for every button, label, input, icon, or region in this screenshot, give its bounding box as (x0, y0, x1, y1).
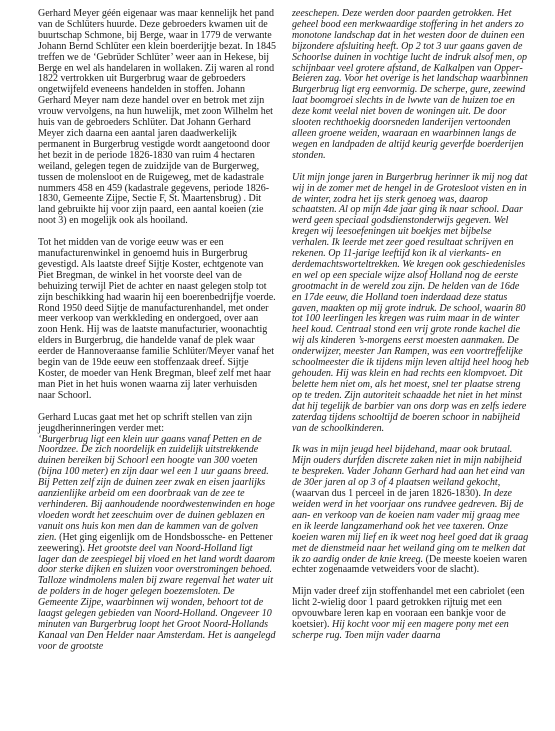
paragraph-landscape: zeeschepen. Deze werden door paarden getrokken. Het geheel bood een merkwaardige stoffering in het anders zo monotone landschap dat in het westen door de duinen een bijzondere afsluiting heeft. Op 2 tot 3 uur gaans gaven de Schoorlse duinen in vochtige lucht de indruk alsof men, op schijnbaar veel grotere afstand, de Kalkalpen van Opper-Beieren zag. Voor het overige is het landschap waarbinnen Burgerbrug ligt erg eenvormig. De scherpe, gure, zeewind laat boomgroei slechts in de lwwte van de huizen toe en deze komt veelal niet boven de woningen uit. De door slooten rechthoekig doorsneden landerijen vertoonden alleen groene weiden, waaraan en waarbinnen langs de wegen en landpaden de altijd keurig geverfde boerderijen stonden. (292, 8, 528, 161)
cattle-note-2: (De meeste koeien waren echter zogenaamde vetweiders voor de slacht). (292, 553, 528, 576)
paragraph-lucas-memoir (38, 413, 276, 653)
memoir-intro: Gerhard Lucas gaat met het op schrift stellen van zijn jeugdherinneringen verder met: (38, 411, 253, 434)
right-column (292, 9, 530, 653)
paragraph-cabriolet (292, 587, 530, 642)
paragraph-meyer-schluter: Gerhard Meyer géén eigenaar was maar kennelijk het pand van de Schlüters huurde. Deze gebroeders kwamen uit de buurtschap Schmone, bij Berge, waar in 1779 de verwante Johann Bernd Schlüter een klein boerderijtje bezat. In 1845 treffen we de ‘Gebrüder Schlüter’ weer aan in Hekese, bij Berge en wel als handelaren in wollaken. Zij waren al rond 1822 vertrokken uit Burgerbrug waar de gebroeders ongetwijfeld eveneens handelden in stoffen. Johann Gerhard Meyer nam deze handel over en betrok met zijn vrouw vervolgens, na hun huwelijk, met zoon Wilhelm het huis van de gebroeders Schlüter. Dat Johann Gerhard Meyer zich daarna een aantal jaren daadwerkelijk permanent in Burgerbrug vestigde wordt aangetoond door het bezit in de periode 1826-1830 van ruim 4 hectaren weiland, gelegen tegen de zuidzijde van de Burgerweg, tussen de molensloot en de Ruigeweg, met de kadastrale nummers 458 en 459 (kadastrale gegevens, periode 1826-1830, Gemeente Zijpe, Sectie F, St. Maartensbrug) . Dit land gebruikte hij voor zijn paard, een aantal koeien (zie noot 3) en mogelijk ook als hooiland. (38, 8, 276, 227)
cattle-quote-continued: In deze weiden werd in het voorjaar ons rundvee gedreven. Bij de aan- en verkoop van de koeien nam vader mij graag mee en ik leerde langzamerhand ook het vee taxeren. Onze koeien waren mij lief en ik weet nog heel goed dat ik graag met de dienstmeid naar het weiland ging om te melken dat ik zo aardig onder de knie kreeg. (292, 488, 529, 565)
cabriolet-quote: Hij kocht voor mij een magere pony met een scherpe rug. Toen mijn vader daarna (292, 619, 509, 641)
cattle-quote: Ik was in mijn jeugd heel bijdehand, maar ook brutaal. Mijn ouders durfden discrete zaken niet in mijn nabijheid te bespreken. Vader Johann Gerhard had aan het eind van de 30er jaren al op 3 of 4 plaatsen weiland gekocht, (292, 444, 525, 489)
memoir-quote-continued: Het grootste deel van Noord-Holland ligt lager dan de zeespiegel bij vloed en het land wordt daarom door sterke dijken en sluizen voor overstromingen behoed. Talloze windmolens malen bij zware regenval het water uit de polders in de hoger gelegen boezemsloten. De Gemeente Zijpe, waarbinnen wij wonden, behoort tot de laagst gelegen gebieden van Noord-Holland. Ongeveer 10 minuten van Burgerbrug loopt het Groot Noord-Hollands Kanaal van Den Helder naar Amsterdam. Het is aangelegd voor de grootste (38, 542, 276, 652)
paragraph-cattle (292, 445, 530, 576)
memoir-note: (Het ging eigenlijk om de Hondsbossche- en Pettener zeewering). (38, 531, 273, 554)
left-column (38, 9, 276, 653)
two-column-text (38, 9, 535, 653)
paragraph-manufacturenwinkel: Tot het midden van de vorige eeuw was er een manufacturenwinkel in genoemd huis in Burgerbrug gevestigd. Als laatste dreef Sijtje Koster, echtgenote van Piet Bregman, de winkel in het voorste deel van de behuizing terwijl Piet de achter en naast gelegen stolp tot zijn beschikking had waarin hij een boerenbedrijfje voerde. Rond 1950 deed Sijtje de manufacturenhandel, met onder meer verkoop van werkkleding en ondergoed, over aan zoon Henk. Hij was de laatste manufacturier, woonachtig elders in Burgerbrug, die handelde vanaf de plek waar eerder de Hannoveraanse familie Schlüter/Meyer vanaf het begin van de 19de eeuw een stoffenzaak dreef. Sijtje Koster, de moeder van Henk Bregman, bleef zelf met haar man Piet in het huis wonen waarna zij later verhuisden naar Schoorl. (38, 237, 276, 401)
memoir-quote: ‘Burgerbrug ligt een klein uur gaans vanaf Petten en de Noordzee. De zich noordelijk en zuidelijk uitstrekkende duinen bereiken bij Schoorl een hoogte van 300 voeten (bijna 100 meter) en zijn daar wel een 1 uur gaans breed. Bij Petten zelf zijn de duinen zeer zwak en eisen jaarlijks aanzienlijke arbeid om een doorbraak van de zee te verhinderen. Bij aanhoudende noordwestenwinden en hoge vloeden wordt het zeeschuim over de duinen geblazen en vanuit ons huis kon men dan de kammen van de golven zien. (38, 433, 275, 543)
paragraph-school-memories: Uit mijn jonge jaren in Burgerbrug herinner ik mij nog dat wij in de zomer met de hengel in de Grotesloot visten en in de winter, zodra het ijs sterk genoeg was, daarop schaatsten. Al op mijn 4de jaar ging ik naar school. Daar werd geen speciaal godsdienstonderwijs gegeven. Wel kregen wij leesoefeningen uit boekjes met bijbelse verhalen. Ik leerde met zeer goed resultaat schrijven en rekenen. Op 11-jarige leeftijd kon ik al vierkants- en derdemachtsworteltrekken. We kregen ook geschiedenisles en wel op een speciale wijze alsof Holland nog de eerste grootmacht in de wereld zou zijn. De helden van de 16de en 17de eeuw, die Holland toen inderdaad deze status gaven, maakten op mij grote indruk. De school, waarin 80 tot 100 leerlingen les kregen was ruim maar in de winter heel koud. Centraal stond een vrij grote ronde kachel die wij als kinderen ’s-morgens eerst moesten aanmaken. De onderwijzer, meester Jan Rampen, was een voortreffelijke schoolmeester die ik tijdens mijn leven altijd heel hoog heb gehouden. Hij was klein en had rechts een klompvoet. Dit belette hem niet om, als het moest, snel ter plaatse streng op te treden. Zijn autoriteit schaadde het niet in het minst dat hij tegelijk de barbier van ons dorp was en zelfs iedere zaterdag tijdens schooltijd de boeren schoor in nabijheid van de schoolkinderen. (292, 171, 529, 434)
cabriolet-text: Mijn vader dreef zijn stoffenhandel met een cabriolet (een licht 2-wielig door 1 paard getrokken rijtuig met een opvouwbare leren kap en vooraan een bankje voor de koetsier). (292, 586, 525, 631)
cattle-note: (waarvan dus 1 perceel in de jaren 1826-1830). (292, 488, 484, 500)
